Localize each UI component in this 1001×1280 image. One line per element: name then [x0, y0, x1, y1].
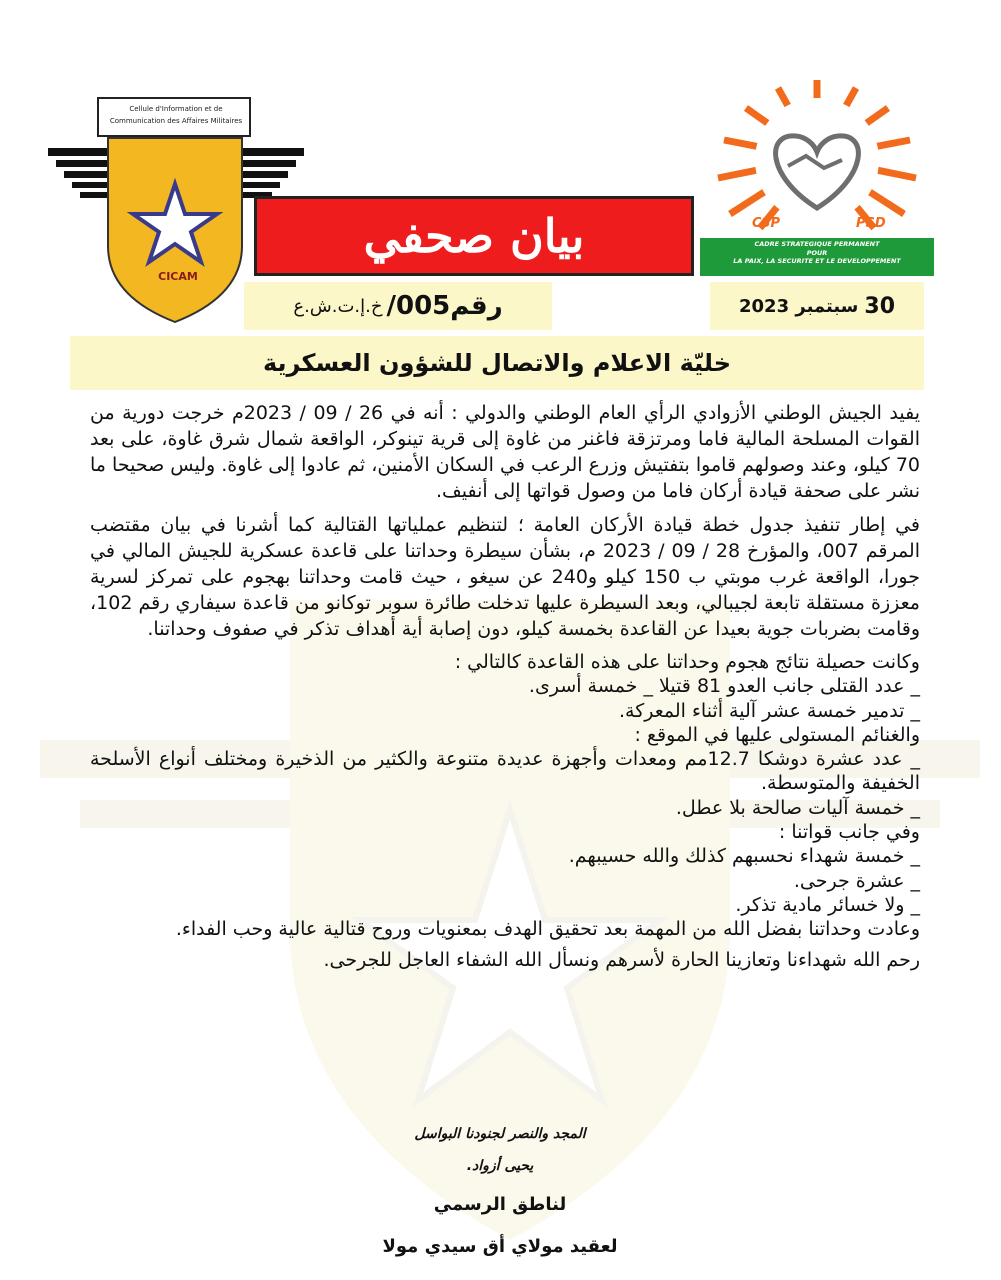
long-live: يحيى أزواد.	[466, 1158, 534, 1174]
date-month-year: سبتمبر 2023	[739, 295, 859, 317]
own-martyrs: _ خمسة شهداء نحسبهم كذلك والله حسيبهم.	[568, 845, 920, 868]
date-box	[710, 282, 924, 330]
cicam-header-text: Cellule d'Information et de Communication des Affaires Militaires	[109, 105, 243, 125]
cell-name-box	[70, 336, 924, 390]
press-release-title-box	[254, 196, 694, 276]
own-wounded: _ عشرة جرحى.	[793, 869, 920, 892]
closing-prayer: رحم الله شهداءنا وتعازينا الحارة لأسرهم ونسأل الله الشفاء العاجل للجرحى.	[323, 948, 920, 971]
spokesperson-title: لناطق الرسمي	[433, 1194, 567, 1215]
results-list	[90, 650, 920, 942]
own-side-heading: وفي جانب قواتنا :	[778, 821, 920, 844]
csp-tagline-line1: CADRE STRATEGIQUE PERMANENT	[754, 240, 880, 248]
statement-body	[90, 400, 920, 972]
csp-abbr: CSP	[752, 216, 780, 231]
csp-tagline-line2: POUR	[806, 248, 828, 257]
spoils-heading: والغنائم المستولى عليها في الموقع :	[634, 723, 920, 746]
result-enemy-killed: _ عدد القتلى جانب العدو 81 قتيلا _ خمسة أسرى.	[528, 675, 920, 698]
reference-code: خ.إ.ت.ش.ع	[293, 295, 383, 317]
motto: المجد والنصر لجنودنا البواسل	[414, 1126, 586, 1142]
paragraph-1: يفيد الجيش الوطني الأزوادي الرأي العام الوطني والدولي : أنه في 26 / 09 / 2023م خرجت دورية من القوات المسلحة المالية فاما ومرتزقة فاغنر من غاوة إلى قرية تينوكر، الواقعة شمال شرق غاوة، على بعد 70 كيلو، وعند وصولهم قاموا بتفتيش وزرع الرعب في السكان الأمنين، ثم عادوا إلى غاوة. وليس صحيحا ما نشر على صحفة قيادة أركان فاما من وصول قواتها إلى أنفيف.	[90, 402, 920, 502]
own-material-losses: _ ولا خسائر مادية تذكر.	[735, 893, 920, 916]
cell-name: خليّة الاعلام والاتصال للشؤون العسكرية	[262, 349, 732, 377]
csp-tagline	[700, 240, 934, 266]
results-intro: وكانت حصيلة نتائج هجوم وحداتنا على هذه القاعدة كالتالي :	[454, 651, 920, 673]
paragraph-2: في إطار تنفيذ جدول خطة قيادة الأركان العامة ؛ لتنظيم عملياتها القتالية كما أشرنا في بيان مقتضب المرقم 007، والمؤرخ 28 / 09 / 2023 م، بشأن سيطرة وحداتنا على قاعدة عسكرية للجيش المالي في جورا، الواقعة غرب موبتي ب 150 كيلو و240 عن سيغو ، حيث قامت وحداتنا بهجوم على تمركز لسرية معززة مستقلة تابعة لجيبالي، وبعد السيطرة عليها تدخلت طائرة سوبر توكانو من قاعدة سيفاري رقم 102، وقامت بضربات جوية بعيدا عن القاعدة بخمسة كيلو، دون إصابة أية أهداف تذكر في صفوف وحداتنا.	[90, 514, 921, 640]
press-release-title: بيان صحفي	[363, 209, 585, 263]
reference-number: رقم005/	[386, 291, 503, 321]
csp-tagline-line3: LA PAIX, LA SECURITE ET LE DEVELOPPEMENT	[733, 257, 901, 266]
psd-abbr: PSD	[856, 216, 886, 231]
spokesperson-name: لعقيد مولاي أق سيدي مولا	[382, 1236, 618, 1257]
reference-box	[244, 282, 552, 330]
units-return: وعادت وحداتنا بفضل الله من المهمة بعد تحقيق الهدف بمعنويات وروح قتالية عالية وحب الفداء.	[175, 918, 920, 941]
result-vehicles-destroyed: _ تدمير خمسة عشر آلية أثناء المعركة.	[618, 699, 920, 722]
cicam-name: CICAM	[158, 270, 198, 283]
spoils-weapons: _ عدد عشرة دوشكا 12.7مم ومعدات وأجهزة عديدة متنوعة والكثير من الذخيرة ومختلف أنواع الأسلحة الخفيفة والمتوسطة.	[90, 748, 920, 795]
date-day: 30	[864, 293, 896, 319]
spoils-vehicles: _ خمسة آليات صالحة بلا عطل.	[675, 796, 920, 819]
